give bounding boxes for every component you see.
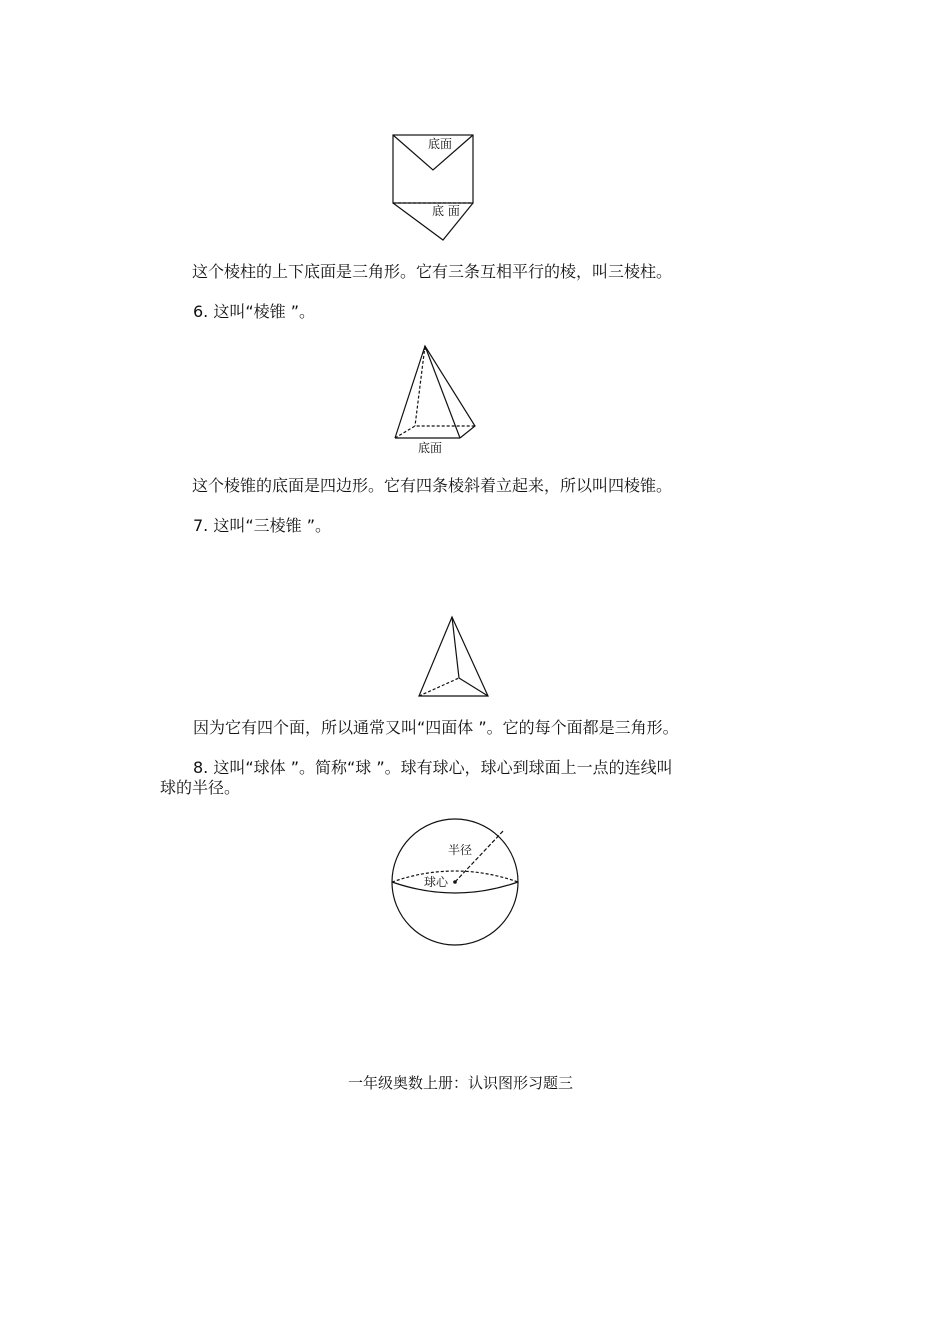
- sphere-center-dot: [453, 880, 457, 884]
- prism-bottom-face-label: 底 面: [432, 204, 460, 218]
- square-pyramid-figure: [390, 338, 482, 458]
- prism-top-face-label: 底面: [428, 137, 453, 151]
- tetrahedron-figure: [414, 612, 494, 704]
- sphere-center-label: 球心: [424, 875, 449, 889]
- triangular-prism-drawing: [388, 130, 480, 246]
- pyramid-base-label: 底面: [418, 441, 443, 455]
- square-pyramid-drawing: [390, 338, 482, 458]
- item-8-line-1: 8. 这叫“球体 ”。简称“球 ”。球有球心，球心到球面上一点的连线叫: [193, 758, 673, 777]
- sphere-radius-label: 半径: [448, 843, 473, 857]
- triangular-prism-figure: [388, 130, 480, 246]
- pyramid-caption: 这个棱锥的底面是四边形。它有四条棱斜着立起来，所以叫四棱锥。: [192, 476, 673, 495]
- item-8-line-2: 球的半径。: [160, 778, 241, 797]
- page-footer-title: 一年级奥数上册：认识图形习题三: [348, 1074, 574, 1092]
- sphere-drawing: [386, 816, 526, 950]
- item-6-text: 6. 这叫“棱锥 ”。: [193, 302, 316, 321]
- item-7-text: 7. 这叫“三棱锥 ”。: [193, 516, 332, 535]
- prism-caption: 这个棱柱的上下底面是三角形。它有三条互相平行的棱，叫三棱柱。: [192, 262, 673, 281]
- tetrahedron-caption: 因为它有四个面，所以通常又叫“四面体 ”。它的每个面都是三角形。: [193, 718, 679, 737]
- sphere-figure: [386, 816, 526, 950]
- tetrahedron-drawing: [414, 612, 494, 704]
